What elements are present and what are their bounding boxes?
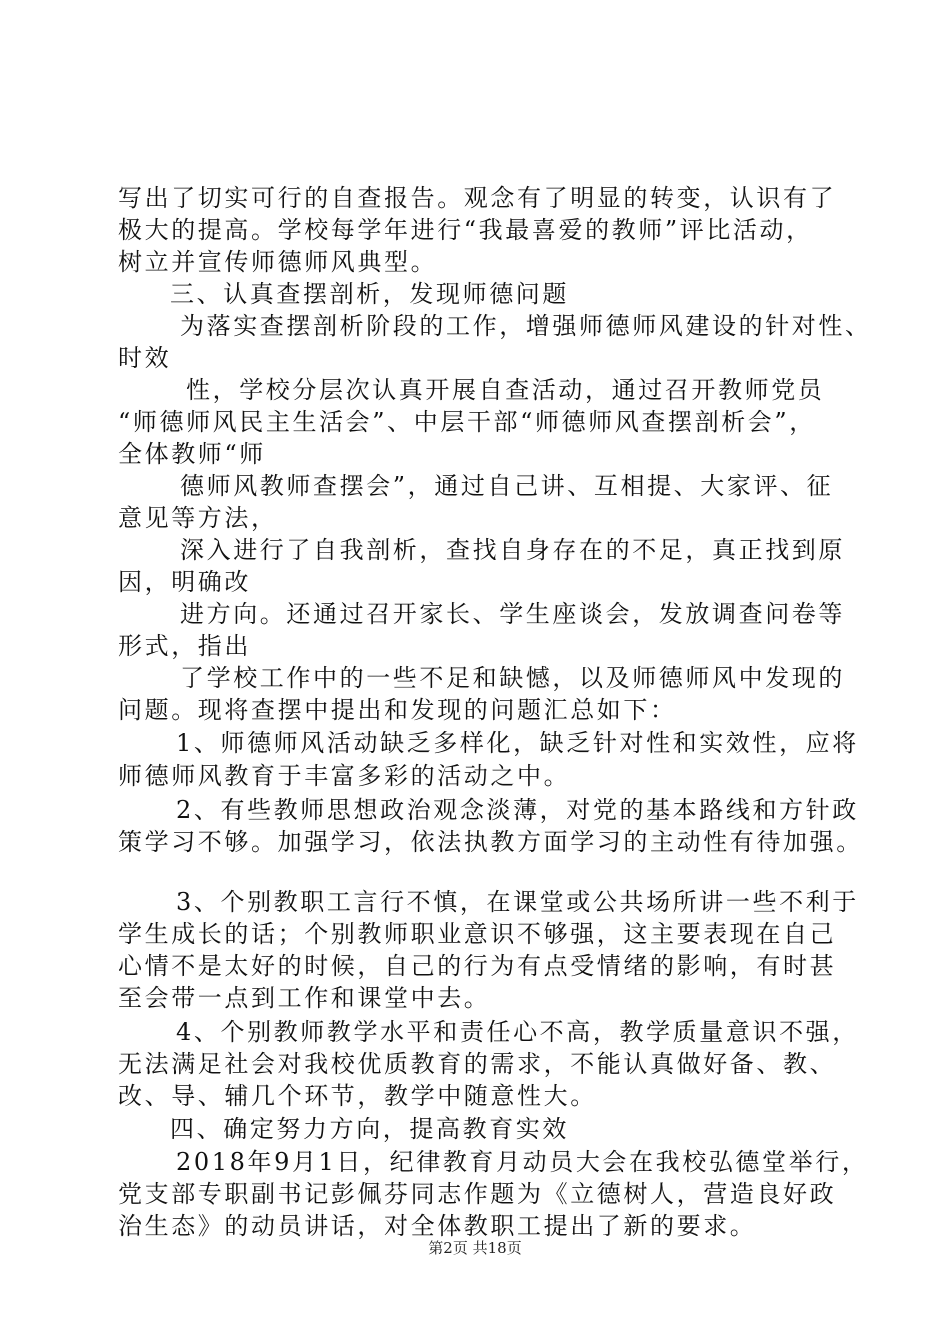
body-text-line: 德师风教师查摆会”，通过自己讲、互相提、大家评、征 <box>180 472 834 500</box>
body-text-line: 时效 <box>118 344 172 372</box>
body-text-line: 了学校工作中的一些不足和缺憾，以及师德师风中发现的 <box>180 664 845 692</box>
body-text-line: 进方向。还通过召开家长、学生座谈会，发放调查问卷等 <box>180 600 845 628</box>
list-item-line: 3、个别教职工言行不慎，在课堂或公共场所讲一些不利于 <box>176 888 859 916</box>
body-text-line: 治生态》的动员讲话，对全体教职工提出了新的要求。 <box>118 1212 757 1240</box>
list-item-line: 师德师风教育于丰富多彩的活动之中。 <box>118 762 571 790</box>
body-text-line: 树立并宣传师德师风典型。 <box>118 248 438 276</box>
body-text-line: 写出了切实可行的自查报告。观念有了明显的转变，认识有了 <box>118 184 837 212</box>
body-text-line: 问题。现将查摆中提出和发现的问题汇总如下： <box>118 696 677 724</box>
page-number-footer: 第2页 共18页 <box>428 1239 522 1257</box>
list-item-line: 1、师德师风活动缺乏多样化，缺乏针对性和实效性，应将 <box>176 729 859 757</box>
body-text-line: 全体教师“师 <box>118 440 266 468</box>
list-item-line: 4、个别教师教学水平和责任心不高，教学质量意识不强， <box>176 1018 859 1046</box>
body-text-line: 深入进行了自我剖析，查找自身存在的不足，真正找到原 <box>180 536 845 564</box>
body-text-line: 为落实查摆剖析阶段的工作，增强师德师风建设的针对性、 <box>180 312 872 340</box>
body-text-line: 因，明确改 <box>118 568 251 596</box>
section-heading: 三、认真查摆剖析，发现师德问题 <box>170 280 569 308</box>
list-item-line: 心情不是太好的时候，自己的行为有点受情绪的影响，有时甚 <box>118 952 837 980</box>
body-text-line: 极大的提高。学校每学年进行“我最喜爱的教师”评比活动， <box>118 216 813 244</box>
list-item-line: 改、导、辅几个环节，教学中随意性大。 <box>118 1082 597 1110</box>
body-text-line: 2018年9月1日，纪律教育月动员大会在我校弘德堂举行， <box>176 1148 869 1176</box>
body-text-line: 意见等方法， <box>118 504 278 532</box>
list-item-line: 无法满足社会对我校优质教育的需求，不能认真做好备、教、 <box>118 1050 837 1078</box>
section-heading: 四、确定努力方向，提高教育实效 <box>170 1115 569 1143</box>
list-item-line: 2、有些教师思想政治观念淡薄，对党的基本路线和方针政 <box>176 796 859 824</box>
list-item-line: 策学习不够。加强学习，依法执教方面学习的主动性有待加强。 <box>118 828 863 856</box>
body-text-line: “师德师风民主生活会”、中层干部“师德师风查摆剖析会”， <box>118 408 816 436</box>
body-text-line: 党支部专职副书记彭佩芬同志作题为《立德树人，营造良好政 <box>118 1180 837 1208</box>
list-item-line: 学生成长的话；个别教师职业意识不够强，这主要表现在自己 <box>118 920 837 948</box>
body-text-line: 形式，指出 <box>118 632 251 660</box>
body-text-line: 性，学校分层次认真开展自查活动，通过召开教师党员 <box>186 376 825 404</box>
list-item-line: 至会带一点到工作和课堂中去。 <box>118 984 491 1012</box>
